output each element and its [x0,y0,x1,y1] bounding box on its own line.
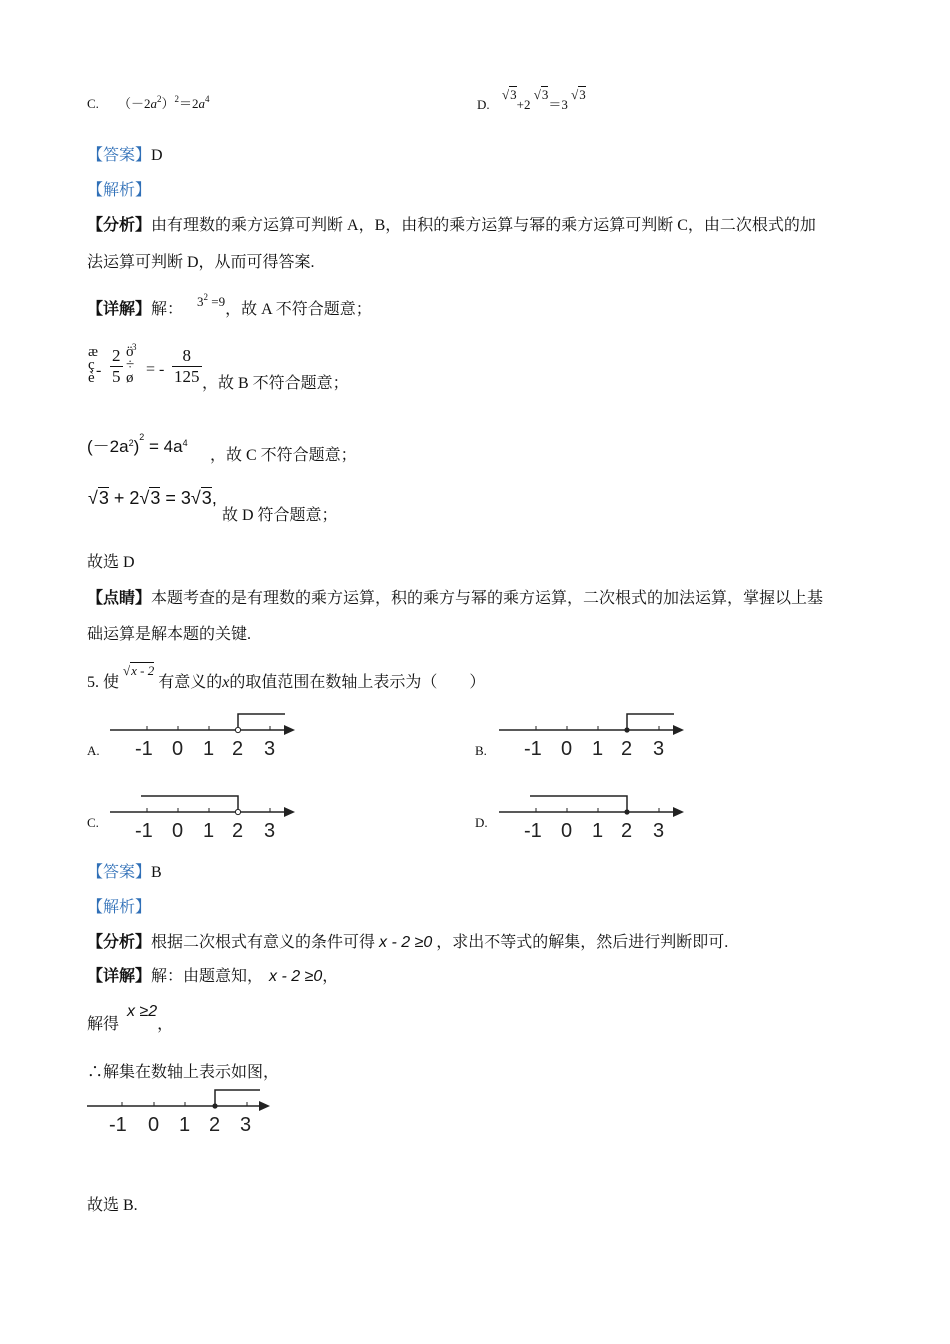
number-line-solution [82,1082,282,1138]
svg-text:1: 1 [592,738,604,760]
analysis-q4-line1: 【分析】由有理数的乘方运算可判断 A，B，由积的乘方运算与幂的乘方运算可判断 C，由二次根式的加 [87,217,816,234]
svg-text:2: 2 [621,738,633,760]
svg-text:0: 0 [561,820,573,842]
svg-text:3: 3 [240,1114,252,1136]
therefore-line: ∴解集在数轴上表示如图， [87,1064,280,1081]
svg-text:2: 2 [232,820,244,842]
option-d-expression: √3+2 √3＝3 √3 [502,87,586,112]
number-line-d [494,790,694,846]
svg-text:3: 3 [264,820,276,842]
q5-option-a-label: A. [87,743,100,758]
number-line-a [105,706,305,762]
q5-option-d-label: D. [475,815,488,830]
answer-q4: 【答案】D [87,147,163,164]
svg-text:-1: -1 [109,1114,127,1136]
analysis-heading-2: 【解析】 [87,899,152,916]
step-b-left-paren: æ ç è [88,344,99,386]
detail-q4-a: 【详解】解： $^{3^2 =9}$，故 A 不符合题意； [87,292,372,318]
q5-option-c-label: C. [87,815,99,830]
question-5: 5. 使 $^{√x - 2}$ 有意义的x的取值范围在数轴上表示为（ ） [87,663,486,691]
analysis-heading-1: 【解析】 [87,182,152,199]
step-c-expression: $(-2a^2)^2 = 4a^4$ [87,432,188,456]
option-c-expression: $(-2a^2)^2=2a^4$ [118,94,210,111]
step-b-tail: ，故 B 不符合题意； [202,375,349,392]
svg-text:2: 2 [232,738,244,760]
analysis-q4-line2: 法运算可判断 D，从而可得答案. [87,254,315,271]
svg-text:0: 0 [148,1114,160,1136]
svg-text:-1: -1 [524,738,542,760]
q5-option-b-label: B. [475,743,487,758]
detail-q5: 【详解】解：由题意知， x - 2 ≥0， [87,968,339,985]
step-d-expression: √3 + 2√3 = 3√3, [88,488,217,508]
svg-text:0: 0 [561,738,573,760]
svg-text:3: 3 [653,820,665,842]
step-b-fraction: $\frac{2}{5}$ [112,346,121,386]
choose-q4: 故选 D [87,554,135,571]
comment-line1: 【点睛】本题考查的是有理数的乘方运算，积的乘方与幂的乘方运算，二次根式的加法运算，掌握以上基 [87,590,824,607]
step-b-right-paren: ö ÷ ø [126,344,135,386]
option-c-label: C. [87,96,99,111]
svg-text:-1: -1 [135,820,153,842]
svg-text:2: 2 [621,820,633,842]
solve-result: 解得 x ≥2， [87,1003,174,1033]
svg-text:1: 1 [203,738,215,760]
svg-text:0: 0 [172,820,184,842]
answer-q5: 【答案】B [87,864,162,881]
number-line-c [105,790,305,846]
step-b-minus: - [96,362,102,379]
svg-text:3: 3 [264,738,276,760]
option-d-label: D. [477,97,490,112]
step-b-exp: 3 [132,342,137,352]
svg-text:2: 2 [209,1114,221,1136]
svg-text:1: 1 [179,1114,191,1136]
comment-line2: 础运算是解本题的关键. [87,626,252,643]
step-b-result: $\frac{8}{125}$ [174,346,200,386]
choose-q5: 故选 B. [87,1197,138,1214]
svg-text:-1: -1 [524,820,542,842]
step-b-eq: = - [146,361,165,378]
step-c-tail: ，故 C 不符合题意； [210,447,357,464]
svg-text:1: 1 [203,820,215,842]
svg-text:3: 3 [653,738,665,760]
svg-text:1: 1 [592,820,604,842]
number-line-b [494,706,694,762]
svg-text:0: 0 [172,738,184,760]
svg-text:-1: -1 [135,738,153,760]
step-d-tail: 故 D 符合题意； [222,507,338,524]
analysis-q5: 【分析】根据二次根式有意义的条件可得 x - 2 ≥0 ，求出不等式的解集，然后进行判断即可. [87,934,729,951]
